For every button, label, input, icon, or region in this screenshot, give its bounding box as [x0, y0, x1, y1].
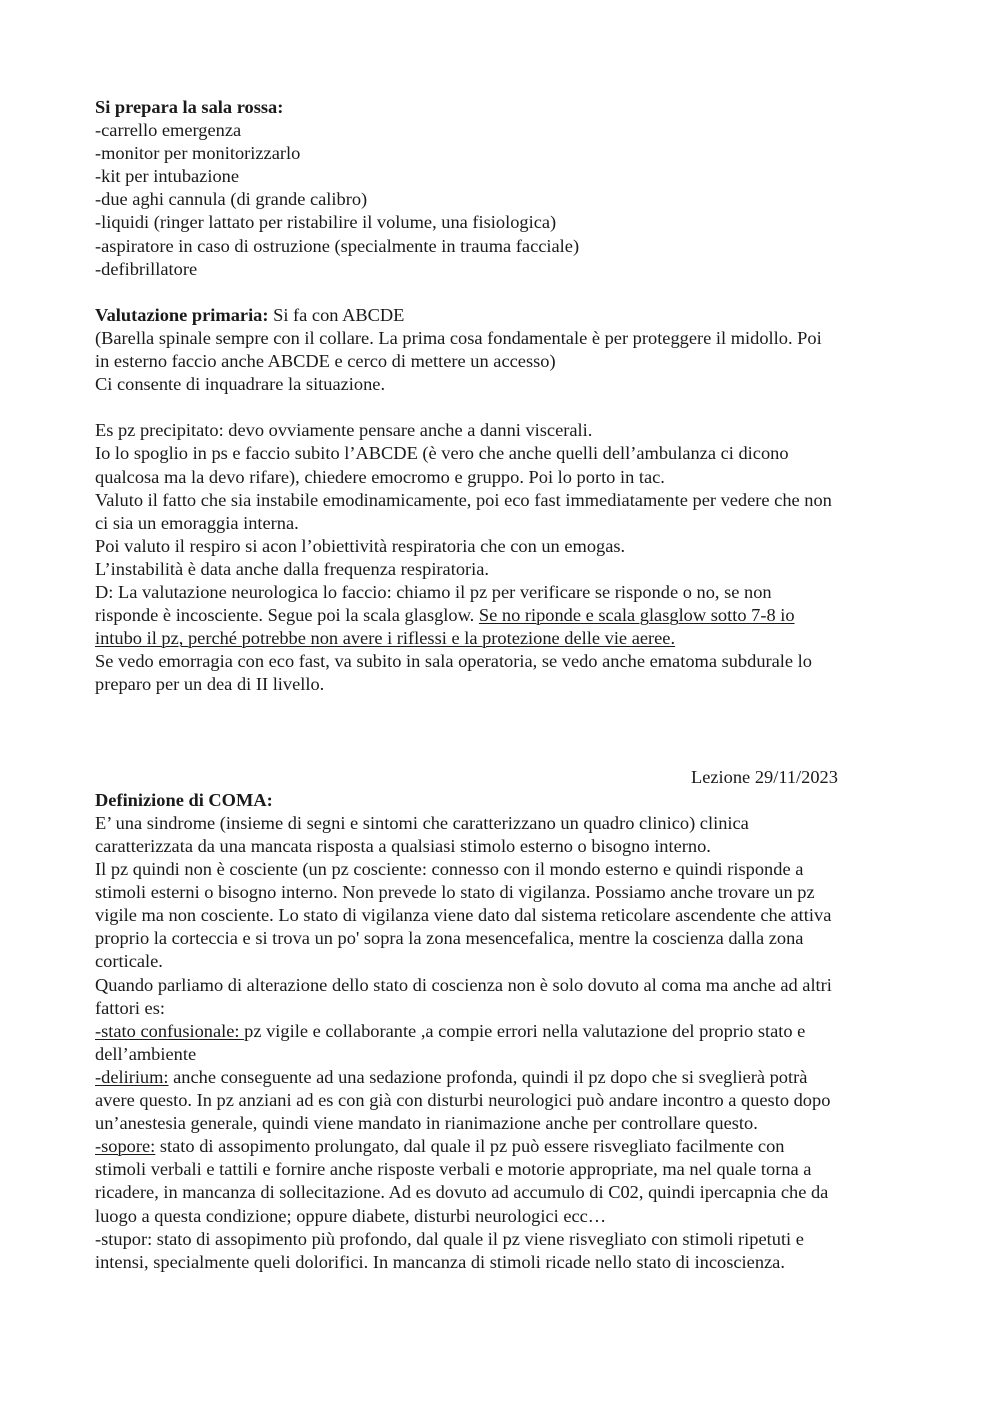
paragraph-line: L’instabilità è data anche dalla frequenza respiratoria.	[95, 558, 490, 579]
document-page	[95, 96, 915, 1274]
paragraph-line: Poi valuto il respiro si acon l’obiettività respiratoria che con un emogas.	[95, 535, 626, 556]
paragraph-line: un’anestesia generale, quindi viene mandato in rianimazione anche per controllare questo.	[95, 1113, 758, 1134]
paragraph-line: ricadere, in mancanza di sollecitazione. Ad es dovuto ad accumulo di C02, quindi ipercapnia che da	[95, 1182, 829, 1203]
coma-heading: Definizione di COMA:	[95, 789, 273, 810]
underlined-line: intubo il pz, perché potrebbe non avere i riflessi e la protezione delle vie aeree.	[95, 628, 676, 649]
paragraph-line: caratterizzata da una mancata risposta a qualsiasi stimolo esterno o bisogno interno.	[95, 836, 711, 856]
blank-line	[95, 720, 915, 743]
valutazione-heading-line	[95, 304, 915, 327]
paragraph-line: Io lo spoglio in ps e faccio subito l’ABCDE (è vero che anche quelli dell’ambulanza ci dicono	[95, 443, 789, 464]
paragraph-line: Ci consente di inquadrare la situazione.	[95, 374, 386, 395]
blank-line	[95, 281, 915, 304]
paragraph-line	[95, 604, 915, 627]
delirium-text: anche conseguente ad una sedazione profonda, quindi il pz dopo che si sveglierà potrà	[168, 1066, 808, 1087]
valutazione-heading: Valutazione primaria:	[95, 304, 269, 325]
list-item: -monitor per monitorizzarlo	[95, 143, 301, 164]
sopore-text: stato di assopimento prolungato, dal quale il pz può essere risvegliato facilmente con	[155, 1136, 785, 1157]
esempio-section	[95, 419, 915, 696]
paragraph-line: intensi, specialmente queli dolorifici. In mancanza di stimoli ricade nello stato di incoscienza.	[95, 1251, 785, 1272]
paragraph-line: qualcosa ma la devo rifare), chiedere emocromo e gruppo. Poi lo porto in tac.	[95, 466, 665, 487]
confusionale-term: -stato confusionale:	[95, 1020, 245, 1041]
paragraph-line: luogo a questa condizione; oppure diabete, disturbi neurologici ecc…	[95, 1205, 607, 1226]
confusionale-line	[95, 1020, 915, 1043]
confusionale-text: pz vigile e collaborante ,a compie errori nella valutazione del proprio stato e	[244, 1020, 806, 1041]
sala-rossa-heading: Si prepara la sala rossa:	[95, 97, 284, 117]
stupor-line: -stupor: stato di assopimento più profondo, dal quale il pz viene risvegliato con stimoli ripetuti e	[95, 1228, 804, 1249]
paragraph-line: dell’ambiente	[95, 1043, 197, 1064]
blank-line	[95, 396, 915, 419]
paragraph-line: preparo per un dea di II livello.	[95, 674, 325, 695]
plain-text: risponde è incosciente. Segue poi la scala glasglow.	[95, 605, 479, 626]
blank-line	[95, 743, 915, 766]
paragraph-line: stimoli esterni o bisogno interno. Non prevede lo stato di vigilanza. Possiamo anche trovare un pz	[95, 882, 815, 903]
list-item: -aspiratore in caso di ostruzione (specialmente in trauma facciale)	[95, 235, 580, 256]
sopore-term: -sopore:	[95, 1136, 156, 1157]
paragraph-line: corticale.	[95, 951, 163, 972]
sala-rossa-section	[95, 96, 915, 281]
paragraph-line: proprio la corteccia e si trova un po' sopra la zona mesencefalica, mentre la coscienza dalla zona	[95, 928, 804, 949]
paragraph-line: Es pz precipitato: devo ovviamente pensare anche a danni viscerali.	[95, 420, 593, 441]
paragraph-line: in esterno faccio anche ABCDE e cerco di mettere un accesso)	[95, 351, 556, 372]
valutazione-heading-rest: Si fa con ABCDE	[268, 304, 405, 325]
paragraph-line: Se vedo emorragia con eco fast, va subito in sala operatoria, se vedo anche ematoma subdurale lo	[95, 651, 812, 672]
paragraph-line: Quando parliamo di alterazione dello stato di coscienza non è solo dovuto al coma ma anche ad altri	[95, 974, 832, 995]
paragraph-line: vigile ma non cosciente. Lo stato di vigilanza viene dato dal sistema reticolare ascendente che attiva	[95, 905, 832, 926]
paragraph-line: E’ una sindrome (insieme di segni e sintomi che caratterizzano un quadro clinico) clinica	[95, 812, 749, 833]
paragraph-line: Il pz quindi non è cosciente (un pz cosciente: connesso con il mondo esterno e quindi risponde a	[95, 859, 804, 880]
paragraph-line: avere questo. In pz anziani ad es con già con disturbi neurologici può andare incontro a questo dopo	[95, 1090, 831, 1111]
paragraph-line: Valuto il fatto che sia instabile emodinamicamente, poi eco fast immediatamente per vedere che non	[95, 489, 832, 510]
list-item: -defibrillatore	[95, 258, 198, 279]
paragraph-line: ci sia un emoraggia interna.	[95, 512, 299, 533]
paragraph-line: stimoli verbali e tattili e fornire anche risposte verbali e motorie appropriate, ma nel quale torna a	[95, 1159, 812, 1180]
sopore-line	[95, 1135, 915, 1158]
blank-line	[95, 696, 915, 719]
underlined-text: Se no riponde e scala glasglow sotto 7-8 io	[478, 605, 795, 626]
list-item: -due aghi cannula (di grande calibro)	[95, 189, 368, 210]
list-item: -kit per intubazione	[95, 166, 240, 187]
delirium-line	[95, 1066, 915, 1089]
lesson-date: Lezione 29/11/2023	[691, 766, 838, 787]
valutazione-section	[95, 304, 915, 396]
list-item: -liquidi (ringer lattato per ristabilire il volume, una fisiologica)	[95, 212, 557, 233]
delirium-term: -delirium:	[95, 1066, 169, 1087]
coma-section	[95, 789, 915, 1274]
list-item: -carrello emergenza	[95, 120, 242, 141]
paragraph-line: fattori es:	[95, 997, 165, 1018]
paragraph-line: (Barella spinale sempre con il collare. La prima cosa fondamentale è per proteggere il midollo. Poi	[95, 327, 822, 348]
paragraph-line: D: La valutazione neurologica lo faccio: chiamo il pz per verificare se risponde o no, se non	[95, 581, 772, 602]
